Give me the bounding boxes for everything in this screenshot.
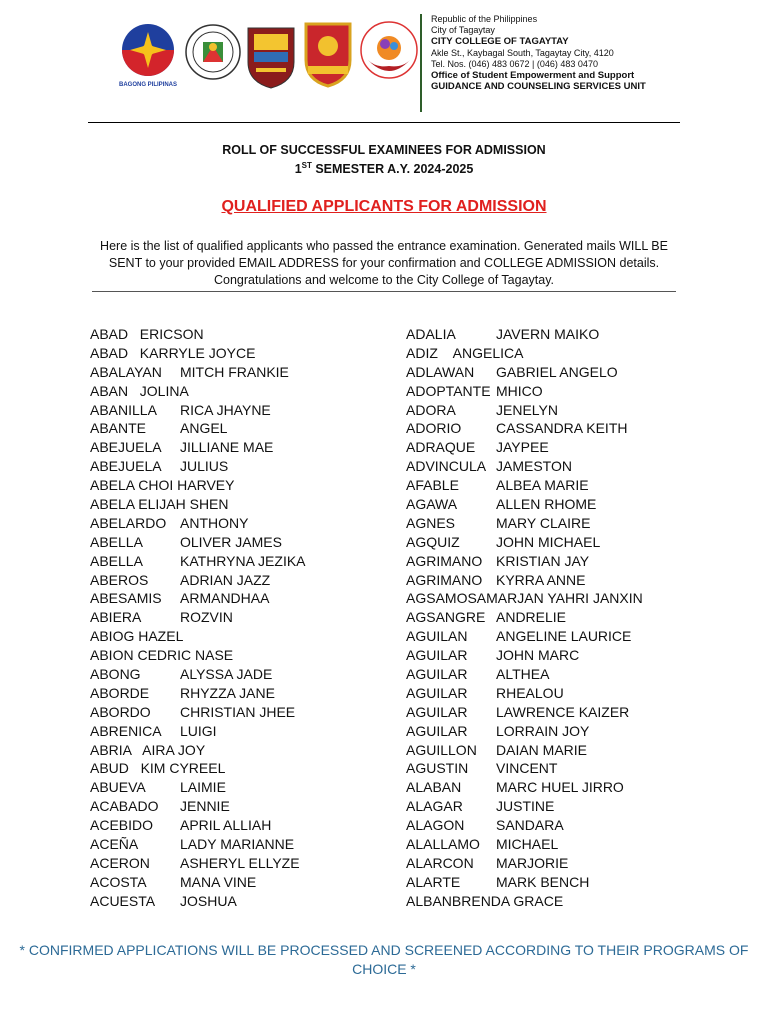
applicant-first-name: ASHERYL ELLYZE	[180, 854, 300, 871]
applicant-name: ABAD KARRYLE JOYCE	[90, 344, 256, 361]
header-line-office: Office of Student Empowerment and Support	[431, 70, 635, 82]
applicant-last-name: ACEBIDO	[90, 817, 154, 834]
applicant-first-name: SANDARA	[496, 817, 564, 834]
applicant-first-name: LUIGI	[180, 722, 217, 739]
applicant-first-name: MITCH FRANKIE	[180, 363, 289, 380]
semester-suffix: ST	[301, 161, 312, 170]
applicant-last-name: ADALIA	[406, 326, 456, 342]
applicant-last-name: AGRIMANO	[406, 571, 483, 588]
header-line-college: CITY COLLEGE OF TAGAYTAY	[431, 36, 569, 48]
applicant-last-name: ADORA	[406, 401, 456, 418]
applicant-first-name: ARMANDHAA	[180, 590, 270, 607]
applicant-first-name: ADRIAN JAZZ	[180, 571, 271, 588]
applicant-last-name: ABORDO	[90, 703, 151, 720]
applicant-name: ABION CEDRIC NASE	[90, 647, 234, 664]
applicant-last-name: AGNES	[406, 514, 456, 531]
applicant-last-name: AGUILAR	[406, 722, 468, 739]
bagong-pilipinas-text: BAGONG PILIPINAS	[118, 82, 178, 88]
header-line-city: City of Tagaytay	[431, 25, 495, 36]
applicant-first-name: MARC HUEL JIRRO	[496, 779, 624, 796]
applicant-last-name: ADOPTANTE	[406, 382, 491, 399]
applicant-last-name: ABELLA	[90, 552, 143, 569]
applicant-last-name: ALAGAR	[406, 798, 463, 815]
applicant-name: ABIOG HAZEL	[90, 628, 184, 645]
applicant-first-name: JUSTINE	[496, 798, 555, 815]
applicant-last-name: ACUESTA	[90, 892, 156, 909]
applicant-first-name: JOHN MARC	[496, 647, 580, 664]
applicant-first-name: OLIVER JAMES	[180, 533, 282, 550]
applicant-first-name: CASSANDRA KEITH	[496, 420, 628, 437]
applicant-last-name: ACABADO	[90, 798, 159, 815]
applicant-last-name: ACOSTA	[90, 873, 147, 890]
applicant-first-name: ALBEA MARIE	[496, 477, 589, 494]
applicant-last-name: ABEJUELA	[90, 439, 162, 456]
applicant-first-name: JULIUS	[180, 458, 229, 475]
institution-header	[431, 14, 761, 92]
applicant-first-name: RHYZZA JANE	[180, 684, 275, 701]
applicant-last-name: AGSANGRE	[406, 609, 486, 626]
applicant-first-name: GABRIEL ANGELO	[496, 363, 618, 380]
applicant-last-name: ABEJUELA	[90, 458, 162, 475]
applicant-first-name: JOHN MICHAEL	[496, 533, 601, 550]
applicant-last-name: AGUILAR	[406, 703, 468, 720]
applicant-last-name: ALARTE	[406, 873, 461, 890]
applicant-last-name: ALARCON	[406, 854, 474, 871]
applicant-last-name: AGUILLON	[406, 741, 477, 758]
roll-title: ROLL OF SUCCESSFUL EXAMINEES FOR ADMISSION	[222, 143, 546, 157]
applicant-name: ABRIA AIRA JOY	[90, 741, 206, 758]
applicant-last-name: AGUILAR	[406, 684, 468, 701]
applicant-first-name: LADY MARIANNE	[180, 836, 295, 853]
applicant-first-name: JAMESTON	[496, 458, 572, 475]
applicant-first-name: CHRISTIAN JHEE	[180, 703, 296, 720]
semester-title	[0, 161, 768, 176]
applicant-last-name: ABANTE	[90, 420, 147, 437]
applicant-first-name: JENELYN	[496, 401, 558, 418]
semester-year: SEMESTER A.Y. 2024-2025	[311, 162, 474, 177]
applicant-last-name: ALAGON	[406, 817, 465, 834]
header-line-republic: Republic of the Philippines	[431, 14, 538, 24]
header-line-telephone: Tel. Nos. (046) 483 0672 | (046) 483 0470	[431, 58, 598, 69]
applicant-first-name: DAIAN MARIE	[496, 741, 588, 758]
applicant-last-name: ABIERA	[90, 609, 142, 626]
guidance-counseling-logo	[358, 16, 420, 88]
applicant-last-name: ABRENICA	[90, 722, 162, 739]
applicant-name: ALBANBRENDA GRACE	[406, 892, 564, 909]
applicant-last-name: ADRAQUE	[406, 439, 476, 456]
applicant-first-name: ANGELINE LAURICE	[496, 628, 632, 645]
applicant-last-name: AGUILAR	[406, 666, 468, 683]
applicant-last-name: ALABAN	[406, 779, 462, 796]
applicant-last-name: AGUSTIN	[406, 760, 469, 777]
applicant-last-name: ABONG	[90, 666, 141, 683]
applicant-first-name: KRISTIAN JAY	[496, 552, 590, 569]
applicant-first-name: ALTHEA	[496, 666, 550, 683]
semester-number: 1	[294, 162, 302, 177]
footer-note: * CONFIRMED APPLICATIONS WILL BE PROCESSED AND SCREENED ACCORDING TO THEIR PROGRAMS OF CHOICE *	[19, 942, 749, 977]
applicant-first-name: MHICO	[496, 382, 543, 399]
applicant-first-name: LAWRENCE KAIZER	[496, 703, 630, 720]
applicant-first-name: KATHRYNA JEZIKA	[180, 552, 306, 569]
header-line-address: Akle St., Kaybagal South, Tagaytay City, 4120	[431, 47, 614, 58]
applicant-last-name: ABESAMIS	[90, 590, 162, 607]
applicant-name: ADIZ ANGELICA	[406, 344, 524, 361]
applicant-first-name: KYRRA ANNE	[496, 571, 586, 588]
applicant-last-name: ABORDE	[90, 684, 150, 701]
applicant-last-name: AGUILAR	[406, 647, 468, 664]
applicant-name: ABAN JOLINA	[90, 382, 189, 399]
header-rule	[88, 122, 680, 123]
applicant-first-name: JOSHUA	[180, 892, 237, 909]
qualified-heading: QUALIFIED APPLICANTS FOR ADMISSION	[221, 198, 547, 215]
applicant-first-name: JAVERN MAIKO	[496, 326, 600, 342]
applicant-first-name: ANDRELIE	[496, 609, 567, 626]
applicant-last-name: AGAWA	[406, 496, 458, 513]
applicant-last-name: ACERON	[90, 854, 150, 871]
applicant-first-name: LAIMIE	[180, 779, 226, 796]
applicant-first-name: ALYSSA JADE	[180, 666, 273, 683]
applicant-last-name: AGUILAN	[406, 628, 468, 645]
applicant-first-name: JENNIE	[180, 798, 230, 815]
city-college-of-tagaytay-logo	[246, 24, 296, 90]
applicant-last-name: ACEÑA	[90, 836, 139, 853]
applicant-last-name: AFABLE	[406, 477, 459, 494]
applicant-last-name: ABUEVA	[90, 779, 146, 796]
intro-paragraph: Here is the list of qualified applicants who passed the entrance examination. Generated mails WILL BE SENT to your provided EMAIL ADDRESS for your confirmation and COLLEGE ADMISSION details. Congratulations and welcome to the City College of Tagaytay.	[100, 239, 668, 287]
applicant-last-name: ADVINCULA	[406, 458, 487, 475]
applicant-first-name: MARK BENCH	[496, 873, 590, 890]
applicant-name: AGSAMOSAMARJAN YAHRI JANXIN	[406, 590, 643, 607]
applicant-name: ABUD KIM CYREEL	[90, 760, 226, 777]
applicant-first-name: ROZVIN	[180, 609, 233, 626]
applicant-first-name: APRIL ALLIAH	[180, 817, 272, 834]
tagaytay-city-seal-logo	[184, 16, 242, 96]
applicant-last-name: AGQUIZ	[406, 533, 460, 550]
applicant-first-name: ALLEN RHOME	[496, 496, 597, 513]
bagong-pilipinas-logo	[118, 20, 178, 90]
applicant-first-name: JILLIANE MAE	[180, 439, 274, 456]
applicant-last-name: AGRIMANO	[406, 552, 483, 569]
osess-logo	[302, 20, 354, 90]
applicant-first-name: LORRAIN JOY	[496, 722, 590, 739]
applicant-first-name: VINCENT	[496, 760, 558, 777]
applicant-first-name: MICHAEL	[496, 836, 559, 853]
applicant-name: ABELA ELIJAH SHEN	[90, 496, 229, 513]
header-line-unit: GUIDANCE AND COUNSELING SERVICES UNIT	[431, 81, 646, 93]
applicant-last-name: ABALAYAN	[90, 363, 162, 380]
applicant-last-name: ADLAWAN	[406, 363, 475, 380]
applicant-last-name: ALALLAMO	[406, 836, 480, 853]
applicant-last-name: ABELARDO	[90, 514, 167, 531]
applicant-last-name: ADORIO	[406, 420, 462, 437]
applicant-name: ABELA CHOI HARVEY	[90, 477, 235, 494]
applicant-first-name: RICA JHAYNE	[180, 401, 271, 418]
applicant-first-name: RHEALOU	[496, 684, 564, 701]
applicant-first-name: ANTHONY	[180, 514, 249, 531]
applicant-first-name: MARY CLAIRE	[496, 514, 591, 531]
applicant-first-name: MARJORIE	[496, 854, 569, 871]
applicant-last-name: ABANILLA	[90, 401, 157, 418]
separator-line	[92, 291, 676, 292]
applicant-first-name: JAYPEE	[496, 439, 549, 456]
applicant-last-name: ABEROS	[90, 571, 149, 588]
applicant-first-name: ANGEL	[180, 420, 228, 437]
applicant-first-name: MANA VINE	[180, 873, 257, 890]
applicant-last-name: ABELLA	[90, 533, 143, 550]
header-divider-line	[420, 14, 422, 112]
applicant-name: ABAD ERICSON	[90, 326, 204, 342]
